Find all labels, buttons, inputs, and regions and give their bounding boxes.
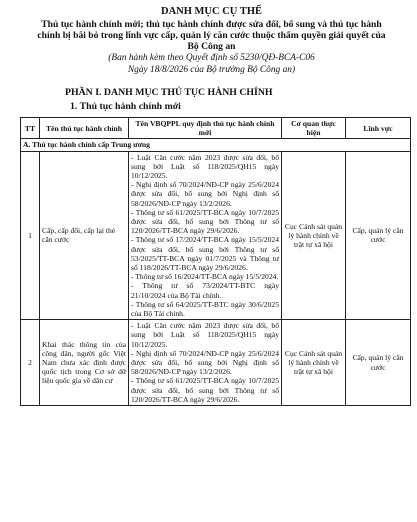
legal-basis-item: - Thông tư số 17/2024/TT-BCA ngày 15/5/2024 được sửa đổi, bổ sung bởi Thông tư số 53/2025/TT-BCA ngày 01/7/2025 và Thông tư số 118/2026/TT-BCA ngày 29/6/2026. (131, 235, 279, 273)
legal-basis-item: - Thông tư số 16/2024/TT-BCA ngày 15/5/2024. (131, 272, 279, 282)
legal-basis-item: - Thông tư số 64/2025/TT-BTC ngày 30/6/2025 của Bộ Tài chính. (131, 299, 279, 319)
legal-basis-item: - Nghị định số 70/2024/NĐ-CP ngày 25/6/2024 được sửa đổi, bổ sung bởi Nghị định số 58/2026/NĐ-CP ngày 13/2/2026. (131, 348, 279, 377)
procedure-name: Khai thác thông tin của công dân, người gốc Việt Nam chưa xác định được quốc tịch trong Cơ sở dữ liệu quốc gia về dân cư (40, 320, 129, 406)
row-number: 1 (21, 151, 40, 320)
header-name: Tên thủ tục hành chính (40, 118, 129, 139)
legal-basis (129, 151, 282, 320)
field: Cấp, quản lý căn cước (346, 320, 411, 406)
legal-basis-item: - Thông tư số 73/2024/TT-BTC ngày 21/10/2024 của Bộ Tài chính. (131, 281, 279, 300)
issued-line-2: Ngày 18/8/2026 của Bộ trưởng Bộ Công an) (127, 65, 296, 75)
legal-basis-item: - Thông tư số 61/2025/TT-BCA ngày 10/7/2025 được sửa đổi, bổ sung bởi Thông tư số 120/2026/TT-BCA ngày 29/6/2026. (131, 207, 279, 236)
group-a-label: A. Thủ tục hành chính cấp Trung ương (21, 139, 411, 151)
legal-basis-item: - Nghị định số 70/2024/NĐ-CP ngày 25/6/2024 được sửa đổi, bổ sung bởi Nghị định số 58/2026/NĐ-CP ngày 13/2/2026. (131, 180, 279, 208)
agency: Cục Cảnh sát quản lý hành chính về trật tự xã hội (282, 151, 346, 320)
group-row (21, 139, 411, 151)
table-row (21, 151, 411, 320)
procedure-table (20, 117, 411, 406)
header-basis: Tên VBQPPL quy định thủ tục hành chính mới (129, 118, 282, 139)
legal-basis-item: - Luật Căn cước năm 2023 được sửa đổi, bổ sung bởi Luật số 118/2025/QH15 ngày 10/12/2025. (131, 152, 279, 181)
legal-basis (129, 320, 282, 406)
agency: Cục Cảnh sát quản lý hành chính về trật tự xã hội (282, 320, 346, 406)
procedure-name: Cấp, cấp đổi, cấp lại thẻ căn cước (40, 151, 129, 320)
header-agency: Cơ quan thực hiện (282, 118, 346, 139)
table-row (21, 320, 411, 406)
part-title: PHẦN I. DANH MỤC THỦ TỤC HÀNH CHÍNH (65, 87, 273, 98)
legal-basis-item: - Luật Căn cước năm 2023 được sửa đổi, bổ sung bởi Luật số 118/2025/QH15 ngày 10/12/2025. (131, 321, 279, 349)
document-subtitle: Thủ tục hành chính mới; thủ tục hành chính được sửa đổi, bổ sung và thủ tục hành chính bị bãi bỏ trong lĩnh vực cấp, quản lý căn cước thuộc thẩm quyền giải quyết của Bộ Công an (37, 19, 386, 52)
header-tt: TT (21, 118, 40, 139)
row-number: 2 (21, 320, 40, 406)
table-header-row (21, 118, 411, 139)
field: Cấp, quản lý căn cước (346, 151, 411, 320)
header-field: Lĩnh vực (346, 118, 411, 139)
subsection-title: 1. Thủ tục hành chính mới (70, 101, 181, 112)
issued-line-1: (Ban hành kèm theo Quyết định số 5230/QĐ-BCA-C06 (108, 53, 315, 63)
document-title: DANH MỤC CỤ THỂ (160, 6, 263, 17)
legal-basis-item: - Thông tư số 61/2025/TT-BCA ngày 10/7/2025 được sửa đổi, bổ sung bởi Thông tư số 120/2026/TT-BCA ngày 29/6/2026. (131, 376, 279, 404)
